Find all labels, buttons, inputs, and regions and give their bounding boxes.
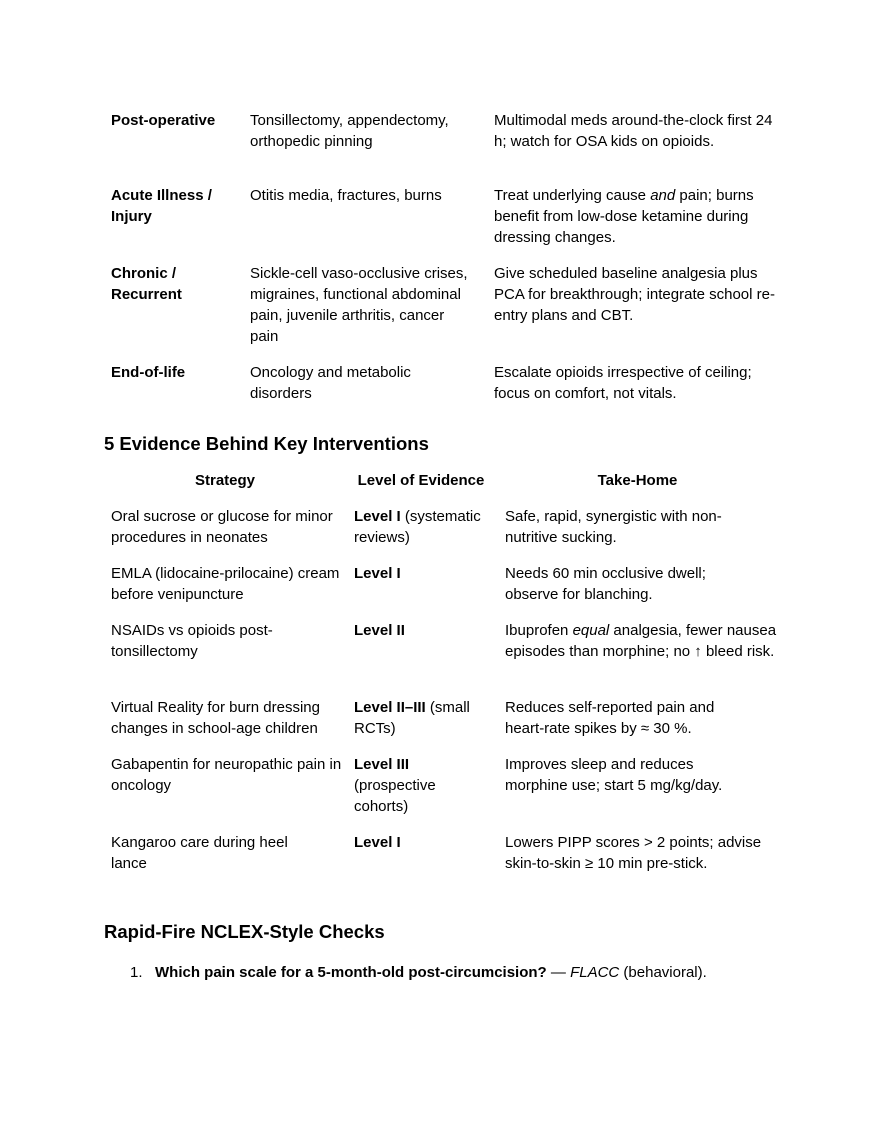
table-row-category: End-of-life bbox=[111, 364, 186, 381]
table-row-strategy: EMLA (lidocaine-prilocaine) cream before venipuncture bbox=[111, 565, 340, 603]
table-row-notes: Multimodal meds around-the-clock first 24 h; watch for OSA kids on opioids. bbox=[494, 112, 773, 150]
table-row-notes: Give scheduled baseline analgesia plus PCA for breakthrough; integrate school re-entry plans and CBT. bbox=[494, 265, 775, 324]
table-row-level: Level I (systematic reviews) bbox=[354, 508, 481, 546]
table-row-takehome: Needs 60 min occlusive dwell; observe for blanching. bbox=[505, 565, 706, 603]
table-row-category: Post-operative bbox=[111, 112, 216, 129]
section-heading: Rapid-Fire NCLEX-Style Checks bbox=[104, 921, 385, 942]
table-row-strategy: NSAIDs vs opioids post-tonsillectomy bbox=[111, 622, 273, 660]
column-header-level: Level of Evidence bbox=[357, 472, 485, 489]
list-item-number: 1. bbox=[130, 964, 143, 981]
table-row-notes: Escalate opioids irrespective of ceiling; focus on comfort, not vitals. bbox=[494, 364, 752, 402]
table-row-level: Level II–III (small RCTs) bbox=[354, 699, 470, 737]
table-row-strategy: Gabapentin for neuropathic pain in oncology bbox=[111, 756, 342, 794]
table-row-examples: Oncology and metabolic disorders bbox=[250, 364, 411, 402]
table-row-level: Level II bbox=[354, 622, 405, 639]
table-row-takehome: Improves sleep and reduces morphine use; start 5 mg/kg/day. bbox=[505, 756, 723, 794]
table-row-strategy: Oral sucrose or glucose for minor procedures in neonates bbox=[111, 508, 333, 546]
column-header-takehome: Take-Home bbox=[597, 472, 678, 489]
table-row-level: Level III (prospective cohorts) bbox=[354, 756, 436, 815]
column-header-strategy: Strategy bbox=[194, 472, 256, 489]
table-row-level: Level I bbox=[354, 834, 401, 851]
table-row-takehome: Safe, rapid, synergistic with non-nutritive sucking. bbox=[505, 508, 722, 546]
table-row-category: Acute Illness / Injury bbox=[111, 187, 212, 225]
table-row-examples: Sickle-cell vaso-occlusive crises, migraines, functional abdominal pain, juvenile arthritis, cancer pain bbox=[250, 265, 468, 345]
table-row-notes: Treat underlying cause and pain; burns benefit from low-dose ketamine during dressing changes. bbox=[494, 187, 754, 246]
question-text: Which pain scale for a 5-month-old post-circumcision? bbox=[155, 964, 547, 981]
table-row-level: Level I bbox=[354, 565, 401, 582]
table-row-strategy: Kangaroo care during heel lance bbox=[111, 834, 288, 872]
table-row-takehome: Lowers PIPP scores > 2 points; advise skin-to-skin ≥ 10 min pre-stick. bbox=[505, 834, 762, 872]
table-row-strategy: Virtual Reality for burn dressing changes in school-age children bbox=[111, 699, 320, 737]
table-row-takehome: Ibuprofen equal analgesia, fewer nausea episodes than morphine; no ↑ bleed risk. bbox=[505, 622, 777, 660]
answer-scale: FLACC bbox=[570, 964, 620, 981]
table-row-examples: Otitis media, fractures, burns bbox=[250, 187, 442, 204]
table-row-category: Chronic / Recurrent bbox=[111, 265, 182, 303]
list-item: 1. Which pain scale for a 5-month-old post-circumcision? — FLACC (behavioral). bbox=[130, 964, 707, 981]
section-heading: 5 Evidence Behind Key Interventions bbox=[104, 433, 429, 454]
table-row-takehome: Reduces self-reported pain and heart-rate spikes by ≈ 30 %. bbox=[505, 699, 715, 737]
table-row-examples: Tonsillectomy, appendectomy, orthopedic pinning bbox=[250, 112, 449, 150]
